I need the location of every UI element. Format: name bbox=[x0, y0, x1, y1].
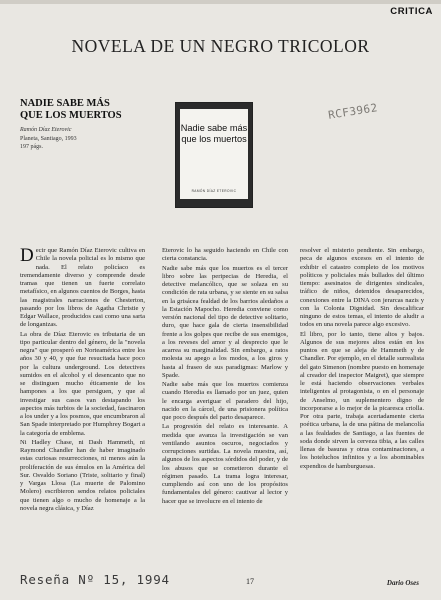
article-column-2 bbox=[162, 247, 288, 507]
book-cover-title bbox=[180, 123, 248, 144]
book-cover-author: RAMÓN DÍAZ ETEROVIC bbox=[191, 189, 237, 193]
article-paragraph: La obra de Díaz Eterovic es tributaria de un tipo particular dentro del género, de la "novela negra" que prosperó en Norteamérica entre los años 30 y 40, y que fue resucitada hace poco por la cultura underground. Los detectives sumidos en el alcohol y el desencanto que no se distinguen mucho éticamente de los hampones a los que persiguen, y que al investigar sus casos van destapando los aspectos más turbios de la sociedad, fascinaron a los under y a los posmos, que encumbraron al San Spade interpretado por Humphrey Bogart a la categoría de emblema. bbox=[20, 330, 145, 437]
article-paragraph bbox=[20, 247, 145, 330]
article-paragraph: La progresión del relato es interesante. A medida que avanza la investigación se van ventilando asuntos oscuros, negociados y corrupciones surtidas. La novela muestra, así, algunos de los aspectos sórdidos del poder, y de los abusos que se cometieron durante el régimen pasado. La trama logra interesar, cumpliendo así con uno de los propósitos fundamentales del género: cautivar al lector y hacer que se involucre en el intento de bbox=[162, 423, 288, 505]
article-column-3 bbox=[300, 247, 424, 472]
top-stripe bbox=[0, 0, 441, 4]
section-tag: CRITICA bbox=[390, 6, 433, 17]
book-author: Ramón Díaz Eterovic bbox=[20, 127, 72, 133]
article-column-1 bbox=[20, 247, 145, 514]
article-paragraph: Ni Hadley Chase, ni Dash Hammeth, ni Raymond Chandler han de haber imaginado estas curiosas resurrecciones, ni menos aún la proliferación de sus émulos en la América del Sur. Osvaldo Soriano (Triste, solitario y final) y Vargas Llosa (La muerte de Palomino Molero) escribieron sendos relatos policiales que tienen algo o mucho de homenaje a la novela negra clásica, y Díaz bbox=[20, 438, 145, 512]
article-paragraph: Nadie sabe más que los muertos comienza cuando Heredia es llamado por un juez, quien le encarga averiguar el paradero del hijo, nacido en la cárcel, de una prisionera política que poco después del parto desaparece. bbox=[162, 381, 288, 421]
book-cover-image bbox=[175, 102, 253, 208]
author-signature: Dario Oses bbox=[386, 579, 419, 587]
handwritten-source-note: Reseña Nº 15, 1994 bbox=[20, 572, 170, 587]
article-paragraph: El libro, por lo tanto, tiene altos y bajos. Algunos de sus mejores altos están en los puntos en que se aleja de Hammeth y de Chandler. Por ejemplo, en el detalle surrealista del gato Simenon (nombre puesto en homenaje al creador del inspector Maigret), que siempre le está haciendo observaciones verbales inteligentes al protagonista, o en el personaje de Anselmo, un suplementero digno de incorporarse a lo mejor de la picaresca criolla. Por otra parte, trabaja acertadamente cierta poética urbana, la de una pátina de melancolía a las fealdades de Santiago, a las fuentes de soda donde sirven la cerveza tibia, a las calles llenas de basuras y otras contaminaciones, a los hoteluchos infinitos y a los abominables expendios de hamburguesas. bbox=[300, 330, 424, 470]
book-title bbox=[20, 98, 122, 122]
page-number: 17 bbox=[246, 577, 254, 586]
book-title-line-2: QUE LOS MUERTOS bbox=[20, 110, 122, 121]
book-details bbox=[20, 126, 77, 152]
book-title-line-1: NADIE SABE MÁS bbox=[20, 98, 110, 109]
book-cover-title-line-1: Nadie sabe más bbox=[180, 123, 248, 133]
article-paragraph: resolver el misterio pendiente. Sin embargo, peca de algunos excesos en el intento de exhibir el catastro completo de los motivos políticos y policiales más bullados del último tiempo: asesinatos de dirigentes sindicales, tráfico de niños, detenidos desaparecidos, conexiones entre la DINA con jerarcas nazis y con la Colonia Dignidad. Sin descalificar ninguno de estos temas, el intento de aludir a todos en una novela parece algo excesivo. bbox=[300, 247, 424, 329]
book-pages: 197 págs. bbox=[20, 144, 43, 151]
drop-cap: D bbox=[20, 245, 34, 266]
book-cover-title-line-2: que los muertos bbox=[181, 133, 247, 144]
book-cover-panel bbox=[180, 109, 248, 199]
book-publisher: Planeta, Santiago, 1993 bbox=[20, 135, 77, 142]
page-title: NOVELA DE UN NEGRO TRICOLOR bbox=[71, 36, 370, 56]
handwritten-catalog-code: RCF3962 bbox=[327, 101, 379, 122]
article-paragraph: Eterovic lo ha seguido haciendo en Chile con cierta constancia. bbox=[162, 247, 288, 263]
article-paragraph: Nadie sabe más que los muertos es el tercer libro sobre las peripecias de Heredia, el detective melancólico, que se solaza en su condición de rata urbana, y se siente en su salsa en la grisácea fealdad de los barrios aledaños a la Estación Mapocho. Heredia conviene como versión nacional del tipo de detective solitario, duro, que hace gala de cierta insensibilidad frente a los golpes que recibe de sus enemigos, a los reveses del amor y al desprecio que le acarrea su marginalidad. Sin embargo, a ratos molesta su apego a los modos, a los giros y hasta al fraseo de sus paradigmas: Marlow y Spade. bbox=[162, 264, 288, 379]
paragraph-text: ecir que Ramón Díaz Eterovic cultiva en Chile la novela policial es lo mismo que nada. El relato policíaco es tremendamente diverso y comprende desde tramas que tienen un fuerte correlato metafísico, en algunos cuentos de Borges, hasta las magistrales narraciones de Chesterton, pasando por los libros de Agatha Christie y Edgar Wallace, producidos casi como una sarta de longanizas. bbox=[20, 247, 145, 329]
